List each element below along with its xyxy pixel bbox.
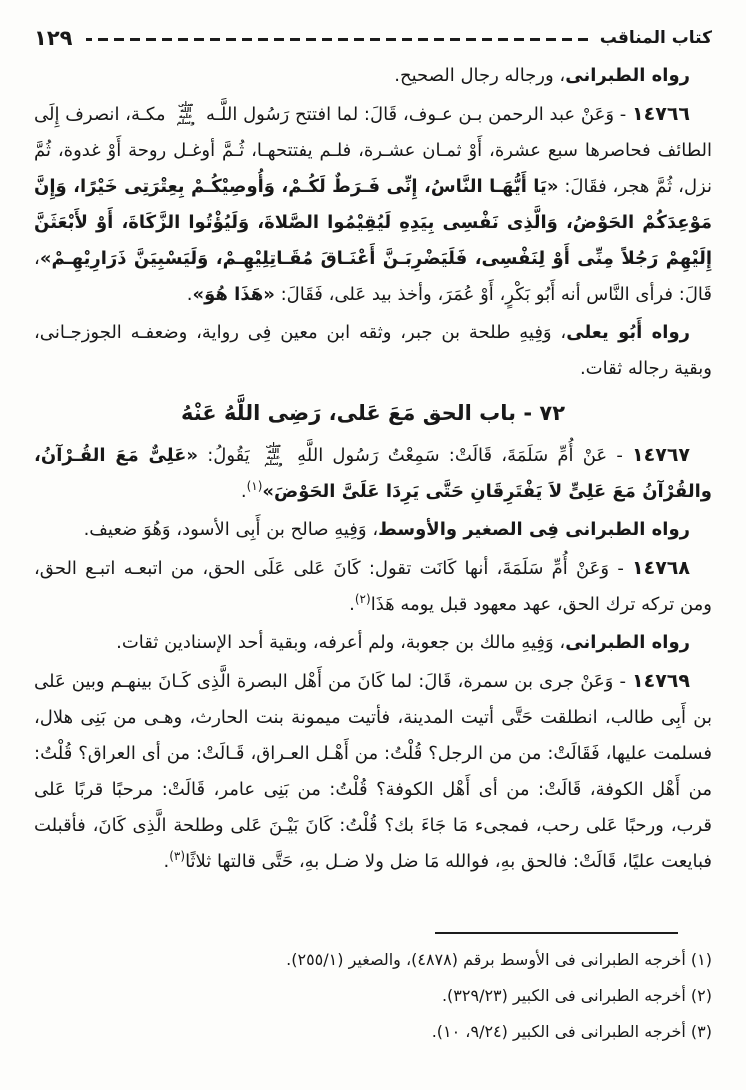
text-run: ، وَفِيهِ مالك بن جعوبة، ولم أعرفه، وبقية أحد الإسنادين ثقات. — [116, 632, 566, 653]
text-run: رواه الطبرانى فِى الصغير والأوسط — [378, 519, 690, 540]
text-run: - وَعَنْ جرى بن سمرة، قَالَ: لما كَانَ من أَهْل البصرة الَّذِى كَـانَ بينهـم وبين عَلى بن أَبِى طالب، انطلقت حَتَّى أتيت المدينة، فأتيت ميمونة بنت الحارث، وهـى من بَنِى هلال، فسلمت عليها، فَقَالَتْ: من من الرجل؟ قُلْتُ: من أَهْـل العـراق، قَـالَتْ: من أى العراق؟ قُلْتُ: من أَهْل الكوفة، قَالَتْ: من أى أَهْل الكوفة؟ قُلْتُ: من بَنِى عامر، قَالَتْ: مرحبًا قربًا عَلى قرب، ورحبًا عَلى رحب، فمجىء مَا جَاءَ بك؟ قُلْتُ: كَانَ بَيْـنَ عَلى وطلحة الَّذِى كَانَ، فأقبلت فبايعت عليًا، قَالَتْ: فالحق بهِ، فوالله مَا ضل ولا ضـل بهِ، حَتَّى قالتها ثلاثًا — [34, 671, 712, 872]
book-section-title: كتاب المناقب — [599, 28, 712, 48]
text-run: . — [163, 851, 170, 872]
footnotes — [34, 932, 712, 1050]
text-run: ، وَفِيهِ صالح بن أَبِى الأسود، وَهُوَ ضعيف. — [83, 519, 379, 540]
text-run: رواه الطبرانى — [565, 632, 690, 653]
text-run: . — [349, 594, 355, 615]
text-run: «يَا أَيُّهَـا النَّاسُ، إِنِّى فَـرَطٌ لَكُـمْ، وَأُوصِيْكُـمْ بِعِتْرَتِى خَيْرًا، وَإِنَّ مَوْعِدَكُمْ الحَوْضُ، وَالَّذِى نَفْسِى بِيَدِهِ لَيُقِيْمُوا الصَّلاةَ، وَلَيُؤْتُوا الزَّكَاةَ، أَوْ لأَبْعَثَنَّ إِلَيْهِمْ رَجُلاً مِنِّى أَوْ لِنَفْسِى، فَلَيَضْرِبَـنَّ أَعْنَـاقَ مُقَـاتِلِيْهِـمْ، وَلَيَسْبِيَنَّ ذَرَارِيْهِـمْ» — [34, 176, 712, 269]
takhrij-14766 — [34, 315, 712, 387]
text-run: - وَعَنْ أُمِّ سَلَمَةَ، أنها كَانَت تقول: كَانَ عَلى عَلَى الحق، من اتبعـه اتبـع الحق، ومن تركه ترك الحق، عهد معهود قبل يومه هَذَا — [34, 558, 712, 615]
footnote-item: (١) أخرجه الطبرانى فى الأوسط برقم (٤٨٧٨)، والصغير (٢٥٥/١). — [286, 950, 712, 969]
text-run: يَقُولُ: — [198, 445, 259, 466]
hadith-number: ١٤٧٦٧ — [632, 444, 691, 466]
text-run: رواه أَبُو يعلى — [566, 322, 690, 343]
page-header — [34, 26, 712, 50]
footnote-ref: (٣) — [169, 849, 186, 863]
text-run: - عَنْ أُمِّ سَلَمَةَ، قَالَتْ: سَمِعْتُ رَسُول اللَّهِ — [287, 445, 633, 466]
pbuh-stamp: صلى الله عليه وسلم — [176, 100, 195, 126]
hadith-14768 — [34, 550, 712, 623]
text-run: ، قَالَ: فرأى النَّاس أنه أَبُو بَكْرٍ، أَوْ عُمَرَ، وأخذ بيد عَلى، فَقَالَ: — [34, 248, 712, 305]
content — [34, 56, 712, 882]
hadith-number: ١٤٧٦٦ — [632, 103, 691, 125]
footnote-item: (٢) أخرجه الطبرانى فى الكبير (٣٢٩/٢٣). — [441, 986, 712, 1005]
chapter-heading — [34, 392, 712, 434]
page-number: ١٢٩ — [34, 26, 73, 50]
text-run: رواه الطبرانى — [565, 65, 690, 86]
text-run: «عَلِىٌّ مَعَ القُـرْآنُ، والقُرْآنُ مَعَ عَلِىٍّ لاَ يَفْتَرِقَانِ حَتَّى يَرِدَا عَلَىَّ الحَوْضَ» — [34, 445, 712, 502]
text-run: ٧٢ - باب الحق مَعَ عَلى، رَضِى اللَّهُ عَنْهُ — [180, 401, 566, 425]
hadith-14766 — [34, 96, 712, 313]
hadith-14767 — [34, 437, 712, 510]
footnote-divider — [435, 932, 678, 934]
footnote-ref: (١) — [246, 479, 263, 493]
text-run: «هَذَا هُوَ» — [192, 284, 275, 305]
footnote-item: (٣) أخرجه الطبرانى فى الكبير (٩/٢٤، ١٠). — [431, 1022, 712, 1041]
text-run: ، ورجاله رجال الصحيح. — [394, 65, 566, 86]
pbuh-stamp: صلى الله عليه وسلم — [264, 441, 283, 467]
takhrij-paragraph-top — [34, 58, 712, 94]
takhrij-14767 — [34, 512, 712, 548]
text-run: . — [186, 284, 193, 305]
hadith-14769 — [34, 663, 712, 880]
text-run: ، وَفِيهِ طلحة بن جبر، وثقه ابن معين فِى رواية، وضعفـه الجوزجـانى، وبقية رجاله ثقات. — [34, 322, 712, 379]
hadith-number: ١٤٧٦٩ — [632, 670, 690, 692]
takhrij-14768 — [34, 625, 712, 661]
footnote-ref: (٢) — [354, 592, 371, 606]
text-run: - وَعَنْ عبد الرحمن بـن عـوف، قَالَ: لما افتتح رَسُول اللَّـه — [200, 104, 633, 125]
hadith-number: ١٤٧٦٨ — [632, 557, 690, 579]
text-run: . — [240, 481, 247, 502]
header-dashed-rule — [86, 38, 587, 41]
text-run: مكـة، انصرف إِلَى الطائف فحاصرها سبع عشرة، أَوْ ثمـان عشـرة، فلـم يفتتحهـا، ثُـمَّ أوغـل روحة أَوْ غدوة، ثُمَّ نزل، ثُمَّ هجر، فقَالَ: — [34, 104, 712, 197]
